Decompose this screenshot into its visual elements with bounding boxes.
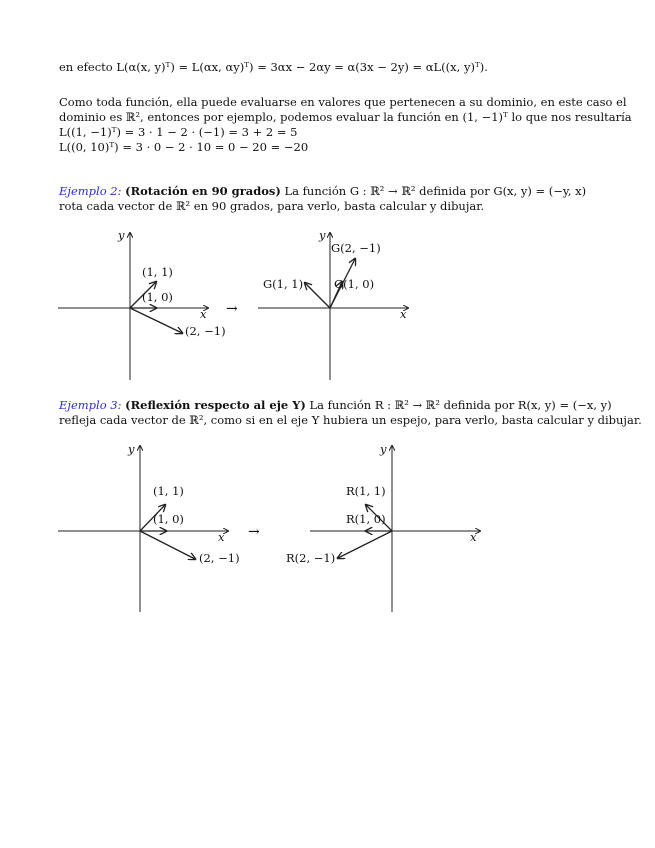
vector-label: G(1, 1) xyxy=(263,277,304,291)
vector-g-1-1 xyxy=(305,283,330,308)
right-plot xyxy=(286,442,480,612)
left-plot xyxy=(58,442,240,612)
y-axis-label: y xyxy=(118,228,125,242)
vector-label: (1, 1) xyxy=(142,265,173,279)
vector-label: (1, 1) xyxy=(153,484,184,498)
transform-arrow: → xyxy=(248,524,260,540)
vector-label: R(1, 1) xyxy=(346,484,386,498)
right-plot xyxy=(258,228,408,380)
vector-r-2-neg1 xyxy=(338,531,392,558)
text-line: dominio es ℝ², entonces por ejemplo, podemos evaluar la función en (1, −1)ᵀ lo que nos resultaría xyxy=(59,110,632,124)
reflection-figure xyxy=(0,440,655,615)
y-axis-label: y xyxy=(319,228,326,242)
example-title: (Rotación en 90 grados) xyxy=(125,184,281,198)
evaluation-equation: L((0, 10)ᵀ) = 3 · 0 − 2 · 10 = 0 − 20 = −20 xyxy=(59,140,309,154)
x-axis-label: x xyxy=(200,307,207,321)
example-label: Ejemplo 2: xyxy=(59,184,122,198)
example-definition: La función G : ℝ² → ℝ² definida por G(x, y) = (−y, x) xyxy=(284,184,587,198)
linearity-equation: en efecto L(α(x, y)ᵀ) = L(αx, αy)ᵀ) = 3αx − 2αy = α(3x − 2y) = αL((x, y)ᵀ). xyxy=(59,60,488,74)
vector-label: R(1, 0) xyxy=(346,512,386,526)
vector-label: R(2, −1) xyxy=(286,551,336,565)
evaluation-equation: L((1, −1)ᵀ) = 3 · 1 − 2 · (−1) = 3 + 2 = 5 xyxy=(59,125,298,139)
transform-arrow: → xyxy=(226,301,238,317)
rotation-figure xyxy=(0,225,655,385)
example-label: Ejemplo 3: xyxy=(59,398,122,412)
x-axis-label: x xyxy=(470,530,477,544)
left-plot xyxy=(58,228,226,380)
y-axis-label: y xyxy=(380,442,387,456)
vector-label: G(2, −1) xyxy=(331,241,381,255)
example-description: rota cada vector de ℝ² en 90 grados, para verlo, basta calcular y dibujar. xyxy=(59,199,485,213)
vector-2-neg1 xyxy=(140,531,195,559)
text-line: Como toda función, ella puede evaluarse en valores que pertenecen a su dominio, en este caso el xyxy=(59,95,627,109)
paragraph-evaluation xyxy=(59,95,632,155)
paragraph-linearity xyxy=(59,60,599,75)
example2-text xyxy=(59,184,599,214)
example3-text xyxy=(59,398,642,428)
example-definition: La función R : ℝ² → ℝ² definida por R(x, y) = (−x, y) xyxy=(309,398,612,412)
x-axis-label: x xyxy=(400,307,407,321)
vector-label: G(1, 0) xyxy=(334,277,375,291)
example-title: (Reflexión respecto al eje Y) xyxy=(125,398,306,412)
x-axis-label: x xyxy=(218,530,225,544)
vector-2-neg1 xyxy=(130,308,182,333)
vector-label: (2, −1) xyxy=(185,324,226,338)
y-axis-label: y xyxy=(128,442,135,456)
vector-label: (1, 0) xyxy=(142,290,173,304)
vector-label: (2, −1) xyxy=(199,551,240,565)
vector-label: (1, 0) xyxy=(153,512,184,526)
example-description: refleja cada vector de ℝ², como si en el eje Y hubiera un espejo, para verlo, basta calcular y dibujar. xyxy=(59,413,642,427)
